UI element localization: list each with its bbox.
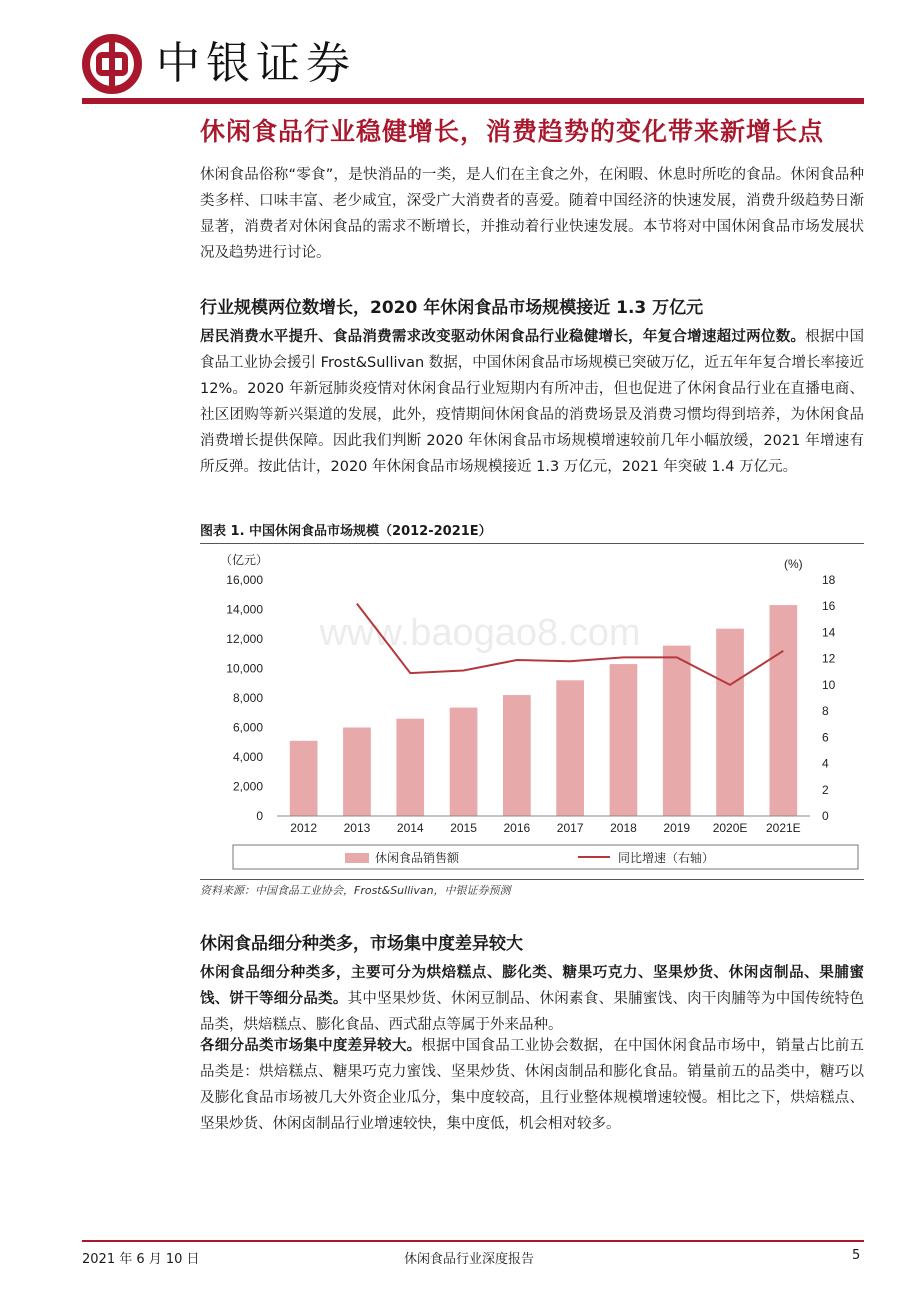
concentration-body: 根据中国食品工业协会数据，在中国休闲食品市场中，销量占比前五品类是：烘焙糕点、糖果巧克力蜜饯、坚果炒货、休闲卤制品和膨化食品。销量前五的品类中，糖巧以及膨化食品市场被几大外资企业瓜分，集中度较高，且行业整体规模增速较慢。相比之下，烘焙糕点、坚果炒货、休闲卤制品行业增速较快，集中度低，机会相对较多。 (200, 1038, 864, 1132)
footer-date: 2021 年 6 月 10 日 (82, 1252, 200, 1267)
x-axis-tick-label: 2014 (396, 821, 424, 835)
intro-paragraph: 休闲食品俗称“零食”，是快消品的一类，是人们在主食之外，在闲暇、休息时所吃的食品。休闲食品种类多样、口味丰富、老少咸宜，深受广大消费者的喜爱。随着中国经济的快速发展，消费升级趋势日渐显著，消费者对休闲食品的需求不断增长，并推动着行业快速发展。本节将对中国休闲食品市场发展状况及趋势进行讨论。 (200, 167, 864, 261)
brand-name: 中银证券 (156, 38, 356, 89)
right-axis-tick-label: 14 (822, 625, 836, 640)
x-axis-tick-label: 2016 (503, 821, 531, 835)
left-axis-tick-label: 16,000 (226, 573, 263, 587)
left-axis-tick-label: 10,000 (226, 661, 263, 676)
bank-of-china-logo-icon (82, 34, 142, 94)
market-size-chart (200, 545, 864, 877)
categories-lead: 休闲食品细分种类多，主要可分为烘焙糕点、膨化类、糖果巧克力、坚果炒货、休闲卤制品、果脯蜜饯、饼干等细分品类。 (200, 965, 864, 1007)
right-axis-tick-label: 4 (822, 756, 829, 771)
left-axis-tick-label: 14,000 (226, 602, 263, 617)
concentration-paragraph (200, 1033, 864, 1137)
right-axis-tick-label: 16 (822, 599, 836, 614)
x-axis-tick-label: 2018 (610, 821, 637, 835)
legend-box (233, 845, 858, 869)
x-axis-tick-label: 2012 (290, 821, 318, 835)
header-rule (82, 98, 864, 104)
right-axis-tick-label: 0 (822, 809, 829, 823)
x-axis-tick-label: 2017 (556, 821, 584, 835)
x-axis-tick-label: 2015 (450, 821, 477, 835)
x-axis-tick-label: 2021E (765, 821, 801, 835)
market-size-body: 根据中国食品工业协会援引 Frost&Sullivan 数据，中国休闲食品市场规模已突破万亿，近五年年复合增长率接近 12%。2020 年新冠肺炎疫情对休闲食品行业短期内有所冲击，但也促进了休闲食品行业在直播电商、社区团购等新兴渠道的发展，此外，疫情期间休闲食品的消费场景及消费习惯均得到培养，为休闲食品消费增长提供保障。因此我们判断 2020 年休闲食品市场规模增速较前几年小幅放缓，2021 年增速有所反弹。按此估计，2020 年休闲食品市场规模接近 1.3 万亿元，2021 年突破 1.4 万亿元。 (200, 329, 865, 475)
market-size-lead: 居民消费水平提升、食品消费需求改变驱动休闲食品行业稳健增长，年复合增速超过两位数。 (200, 329, 806, 345)
bar (343, 728, 371, 817)
bar (716, 629, 744, 816)
left-axis-tick-label: 8,000 (232, 691, 263, 705)
bar (503, 695, 531, 816)
right-axis-tick-label: 10 (822, 677, 836, 692)
bar (610, 664, 638, 816)
legend-line-label: 同比增速（右轴） (618, 851, 715, 865)
right-axis-tick-label: 8 (822, 704, 829, 719)
bar (450, 708, 478, 816)
right-axis-tick-label: 12 (822, 651, 836, 666)
figure-bottom-rule (200, 879, 864, 880)
footer-title: 休闲食品行业深度报告 (404, 1252, 535, 1267)
footer-rule (82, 1240, 864, 1242)
market-size-paragraph (200, 324, 864, 480)
right-axis-tick-label: 2 (822, 782, 829, 797)
right-axis-unit: (%) (784, 557, 803, 571)
categories-body: 其中坚果炒货、休闲豆制品、休闲素食、果脯蜜饯、肉干肉脯等为中国传统特色品类，烘焙糕点、膨化食品、西式甜点等属于外来品种。 (200, 991, 865, 1033)
right-axis-tick-label: 18 (822, 573, 836, 587)
bar (769, 605, 797, 816)
figure-source: 资料来源：中国食品工业协会，Frost&Sullivan，中银证券预测 (200, 884, 511, 897)
figure-title: 图表 1. 中国休闲食品市场规模（2012-2021E） (200, 524, 492, 539)
left-axis-tick-label: 4,000 (232, 750, 263, 764)
bar (290, 741, 318, 816)
left-axis-unit: （亿元） (220, 553, 269, 567)
categories-paragraph (200, 960, 864, 1038)
concentration-lead: 各细分品类市场集中度差异较大。 (200, 1038, 422, 1054)
legend-bar-label: 休闲食品销售额 (375, 851, 460, 865)
figure-top-rule (200, 543, 864, 544)
watermark: www.baogao8.com (319, 612, 641, 654)
x-axis-tick-label: 2013 (343, 821, 371, 835)
subsection-title-categories: 休闲食品细分种类多，市场集中度差异较大 (200, 934, 523, 954)
bar (663, 646, 691, 816)
bar (396, 719, 424, 816)
left-axis-tick-label: 2,000 (232, 779, 263, 794)
bar (556, 680, 584, 816)
right-axis-tick-label: 6 (822, 730, 829, 745)
legend-bar-swatch (345, 853, 369, 863)
section-title: 休闲食品行业稳健增长，消费趋势的变化带来新增长点 (200, 117, 825, 146)
x-axis-tick-label: 2020E (712, 821, 748, 835)
subsection-title-market-size: 行业规模两位数增长，2020 年休闲食品市场规模接近 1.3 万亿元 (200, 298, 704, 318)
left-axis-tick-label: 12,000 (226, 632, 263, 646)
page-number: 5 (852, 1248, 861, 1263)
left-axis-tick-label: 0 (256, 809, 263, 823)
x-axis-tick-label: 2019 (663, 821, 691, 835)
left-axis-tick-label: 6,000 (232, 720, 263, 735)
